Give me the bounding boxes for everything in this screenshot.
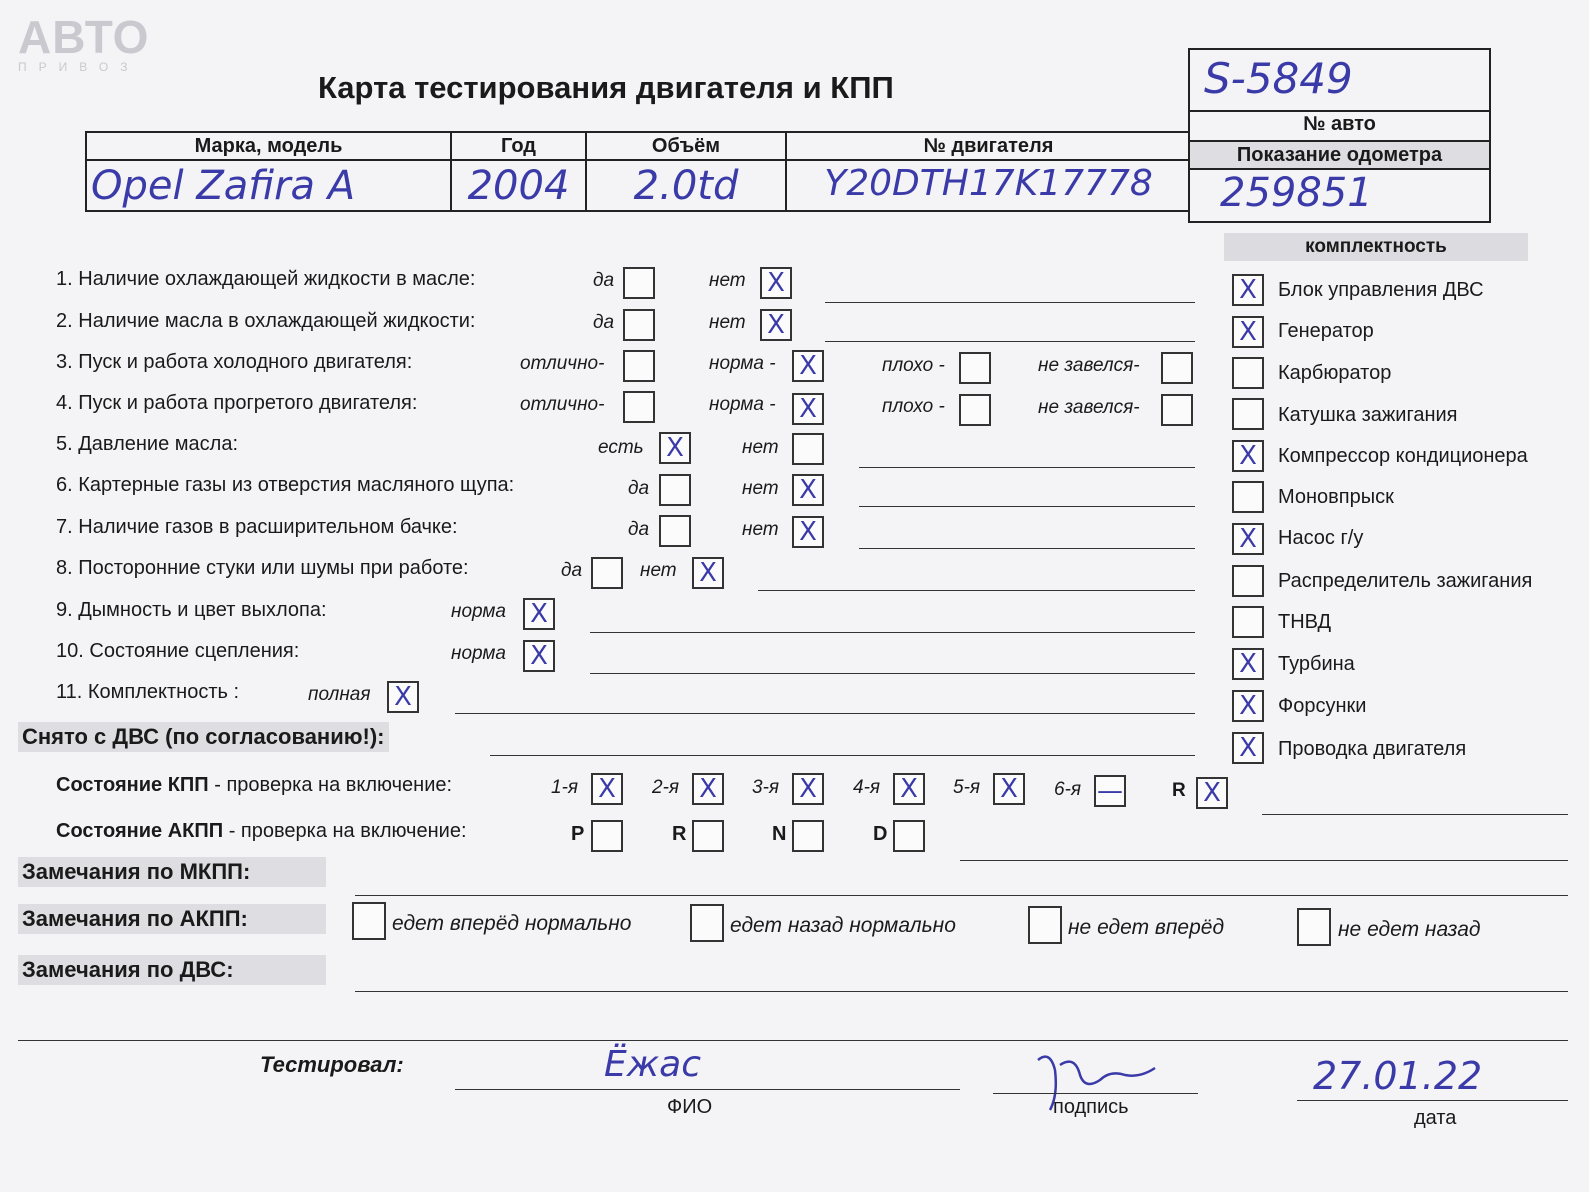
- comp-box-9[interactable]: [1232, 606, 1264, 638]
- check-2-opt2-box[interactable]: X: [760, 309, 792, 341]
- logo: [18, 11, 150, 74]
- comp-box-4[interactable]: [1232, 398, 1264, 430]
- header-table: [85, 131, 1190, 212]
- comp-box-12[interactable]: X: [1232, 732, 1264, 764]
- date-caption: дата: [1414, 1107, 1457, 1129]
- comp-label-4: Катушка зажигания: [1278, 404, 1458, 426]
- check-7-label: 7. Наличие газов в расширительном бачке:: [56, 516, 458, 538]
- check-1-opt1-label: да: [593, 270, 615, 291]
- check-6-opt1-box[interactable]: [659, 474, 691, 506]
- page-title: Карта тестирования двигателя и КПП: [318, 70, 894, 105]
- comp-box-11[interactable]: X: [1232, 690, 1264, 722]
- header-value-model: Opel Zafira A: [91, 163, 356, 209]
- remarks-mkpp-label: Замечания по МКПП:: [18, 857, 326, 887]
- kpp-gear-1-label: 1-я: [551, 777, 579, 798]
- comp-box-5[interactable]: X: [1232, 440, 1264, 472]
- akpp-mode-p-box[interactable]: [591, 820, 623, 852]
- check-9-opt1-label: норма: [451, 601, 506, 622]
- check-2-opt1-box[interactable]: [623, 309, 655, 341]
- check-2-opt2-label: нет: [709, 312, 746, 333]
- name-caption: ФИО: [667, 1096, 713, 1118]
- comp-box-6[interactable]: [1232, 481, 1264, 513]
- check-4-opt2-label: норма -: [709, 394, 776, 415]
- header-cell-model: [87, 133, 452, 212]
- akpp-mode-d-box[interactable]: [893, 820, 925, 852]
- comp-label-9: ТНВД: [1278, 611, 1332, 633]
- akpp-mode-n-label: N: [772, 823, 787, 845]
- check-5-opt2-box[interactable]: [792, 433, 824, 465]
- header-label-year: Год: [501, 135, 536, 157]
- kpp-gear-6-box[interactable]: —: [1094, 775, 1126, 807]
- header-cell-volume: [587, 133, 787, 212]
- kpp-label: Состояние КПП - проверка на включение:: [56, 774, 453, 796]
- header-value-volume: 2.0td: [633, 163, 739, 209]
- akpp-remark-box-2[interactable]: [690, 904, 724, 942]
- check-6-opt2-box[interactable]: X: [792, 474, 824, 506]
- logo-main-text: АВТО: [18, 11, 150, 63]
- akpp-remark-box-3[interactable]: [1028, 906, 1062, 944]
- check-7-opt1-box[interactable]: [659, 515, 691, 547]
- akpp-remark-label-2: едет назад нормально: [730, 914, 956, 937]
- check-10-label: 10. Состояние сцепления:: [56, 640, 300, 662]
- check-11-opt1-box[interactable]: X: [387, 681, 419, 713]
- comp-box-10[interactable]: X: [1232, 648, 1264, 680]
- check-5-opt2-label: нет: [742, 437, 779, 458]
- check-2-label: 2. Наличие масла в охлаждающей жидкости:: [56, 310, 476, 332]
- signature-caption: подпись: [1053, 1096, 1129, 1118]
- kpp-gear-6-label: 6-я: [1054, 779, 1082, 800]
- check-11-opt1-label: полная: [308, 684, 371, 705]
- comp-label-10: Турбина: [1278, 653, 1355, 675]
- akpp-mode-p-label: P: [571, 823, 585, 845]
- header-value-year: 2004: [467, 163, 570, 209]
- check-4-label: 4. Пуск и работа прогретого двигателя:: [56, 392, 418, 414]
- check-6-opt1-label: да: [628, 478, 650, 499]
- kpp-gear-r-label: R: [1172, 780, 1186, 801]
- tested-label: Тестировал:: [260, 1052, 404, 1077]
- check-5-opt1-box[interactable]: X: [659, 432, 691, 464]
- akpp-label: Состояние АКПП - проверка на включение:: [56, 820, 467, 842]
- header-cell-engine-no: [787, 133, 1190, 212]
- comp-label-3: Карбюратор: [1278, 362, 1392, 384]
- comp-label-12: Проводка двигателя: [1278, 738, 1467, 760]
- check-4-opt3-box[interactable]: [959, 394, 991, 426]
- check-11-label: 11. Комплектность :: [56, 681, 240, 703]
- comp-label-6: Моновпрыск: [1278, 486, 1394, 508]
- completeness-header: комплектность: [1224, 233, 1528, 261]
- kpp-gear-5-label: 5-я: [953, 777, 981, 798]
- odometer-cell: [1188, 140, 1491, 223]
- check-1-opt1-box[interactable]: [623, 267, 655, 299]
- check-10-opt1-label: норма: [451, 643, 506, 664]
- remarks-akpp-label: Замечания по АКПП:: [18, 904, 326, 934]
- header-value-engine-no: Y20DTH17K17778: [824, 163, 1153, 204]
- header-cell-year: [452, 133, 587, 212]
- odometer-value: 259851: [1220, 170, 1373, 216]
- check-2-opt1-label: да: [593, 312, 615, 333]
- check-3-opt3-box[interactable]: [959, 352, 991, 384]
- comp-box-3[interactable]: [1232, 357, 1264, 389]
- akpp-mode-r-label: R: [672, 823, 687, 845]
- removed-label: Снято с ДВС (по согласованию!):: [18, 722, 389, 752]
- check-8-opt2-label: нет: [640, 560, 677, 581]
- check-7-opt2-box[interactable]: X: [792, 516, 824, 548]
- comp-box-7[interactable]: X: [1232, 523, 1264, 555]
- comp-label-1: Блок управления ДВС: [1278, 279, 1484, 301]
- check-6-label: 6. Картерные газы из отверстия масляного щупа:: [56, 474, 515, 496]
- check-4-opt4-box[interactable]: [1161, 394, 1193, 426]
- check-7-opt1-label: да: [628, 519, 650, 540]
- comp-box-2[interactable]: X: [1232, 316, 1264, 348]
- check-8-opt1-label: да: [561, 560, 583, 581]
- akpp-remark-label-3: не едет вперёд: [1068, 916, 1225, 939]
- akpp-remark-label-1: едет вперёд нормально: [392, 912, 632, 935]
- check-9-opt1-box[interactable]: X: [523, 598, 555, 630]
- check-8-label: 8. Посторонние стуки или шумы при работе:: [56, 557, 469, 579]
- kpp-gear-1-box[interactable]: X: [591, 773, 623, 805]
- kpp-gear-4-box[interactable]: X: [893, 773, 925, 805]
- check-5-opt1-label: есть: [598, 437, 644, 458]
- check-4-opt4-label: не завелся-: [1038, 397, 1140, 418]
- comp-label-8: Распределитель зажигания: [1278, 570, 1533, 592]
- check-8-opt1-box[interactable]: [591, 557, 623, 589]
- comp-box-1[interactable]: X: [1232, 274, 1264, 306]
- header-label-volume: Объём: [651, 135, 721, 157]
- car-number-value: S-5849: [1204, 54, 1353, 103]
- akpp-mode-d-label: D: [873, 823, 888, 845]
- comp-label-5: Компрессор кондиционера: [1278, 445, 1528, 467]
- check-3-opt3-label: плохо -: [882, 355, 945, 376]
- kpp-gear-4-label: 4-я: [853, 777, 881, 798]
- kpp-gear-5-box[interactable]: X: [993, 773, 1025, 805]
- kpp-gear-3-box[interactable]: X: [792, 773, 824, 805]
- check-9-label: 9. Дымность и цвет выхлопа:: [56, 599, 327, 621]
- check-1-opt2-label: нет: [709, 270, 746, 291]
- check-3-opt2-label: норма -: [709, 353, 776, 374]
- header-label-model: Марка, модель: [194, 135, 343, 157]
- car-number-label: № авто: [1303, 113, 1376, 135]
- akpp-remark-box-1[interactable]: [352, 902, 386, 940]
- check-1-opt2-box[interactable]: X: [760, 267, 792, 299]
- kpp-gear-2-box[interactable]: X: [692, 773, 724, 805]
- check-3-opt2-box[interactable]: X: [792, 350, 824, 382]
- check-1-label: 1. Наличие охлаждающей жидкости в масле:: [56, 268, 476, 290]
- check-10-opt1-box[interactable]: X: [523, 640, 555, 672]
- akpp-mode-r-box[interactable]: [692, 820, 724, 852]
- check-3-opt1-label: отлично-: [520, 353, 605, 374]
- check-4-opt3-label: плохо -: [882, 396, 945, 417]
- check-3-opt4-label: не завелся-: [1038, 355, 1140, 376]
- kpp-gear-3-label: 3-я: [752, 777, 780, 798]
- comp-label-2: Генератор: [1278, 320, 1374, 342]
- check-8-opt2-box[interactable]: X: [692, 557, 724, 589]
- kpp-gear-2-label: 2-я: [652, 777, 680, 798]
- check-6-opt2-label: нет: [742, 478, 779, 499]
- check-3-opt1-box[interactable]: [623, 350, 655, 382]
- akpp-remark-label-4: не едет назад: [1338, 918, 1481, 941]
- akpp-remark-box-4[interactable]: [1297, 908, 1331, 946]
- check-3-label: 3. Пуск и работа холодного двигателя:: [56, 351, 413, 373]
- header-label-engine-no: № двигателя: [923, 135, 1054, 157]
- check-7-opt2-label: нет: [742, 519, 779, 540]
- date-value: 27.01.22: [1313, 1054, 1483, 1098]
- odometer-label: Показание одометра: [1190, 142, 1489, 170]
- check-4-opt1-label: отлично-: [520, 394, 605, 415]
- comp-box-8[interactable]: [1232, 565, 1264, 597]
- comp-label-11: Форсунки: [1278, 695, 1367, 717]
- comp-label-7: Насос г/у: [1278, 527, 1364, 549]
- tester-name: Ёжас: [604, 1044, 702, 1085]
- check-4-opt2-box[interactable]: X: [792, 393, 824, 425]
- check-4-opt1-box[interactable]: [623, 391, 655, 423]
- akpp-mode-n-box[interactable]: [792, 820, 824, 852]
- check-5-label: 5. Давление масла:: [56, 433, 238, 455]
- logo-sub-text: ПРИВОЗ: [18, 60, 140, 74]
- remarks-dvs-label: Замечания по ДВС:: [18, 955, 326, 985]
- check-3-opt4-box[interactable]: [1161, 352, 1193, 384]
- kpp-gear-r-box[interactable]: X: [1196, 777, 1228, 809]
